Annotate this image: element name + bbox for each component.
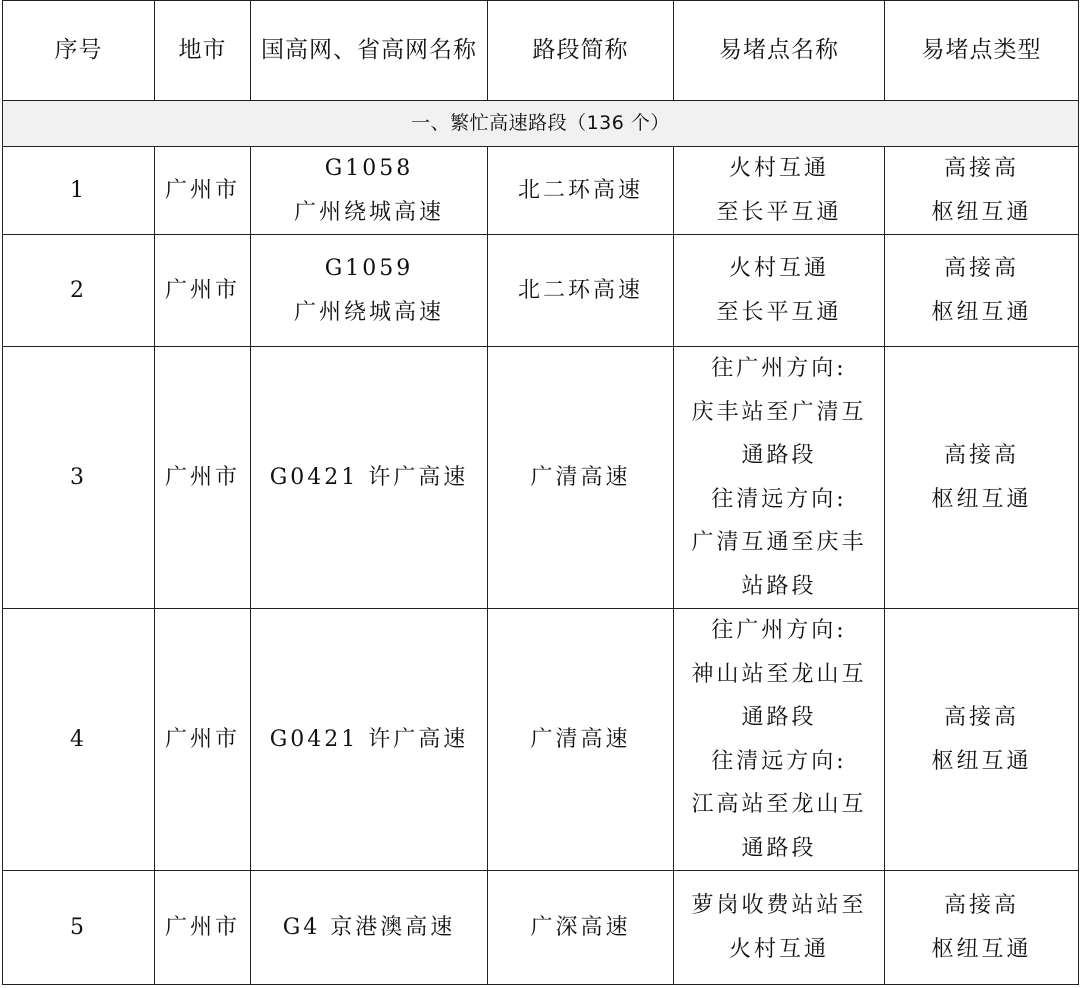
cell-city: 广州市	[155, 871, 251, 985]
point-line: 广清互通至庆丰	[691, 530, 867, 555]
cell-congestion-point-name	[674, 609, 885, 871]
cell-road-short-name: 广清高速	[488, 609, 674, 871]
cell-serial-number: 3	[3, 347, 155, 609]
header-congestion-point-name: 易堵点名称	[674, 1, 885, 101]
cell-city: 广州市	[155, 609, 251, 871]
cell-highway-name	[251, 147, 488, 235]
table-row	[3, 871, 1079, 985]
header-serial-number: 序号	[3, 1, 155, 101]
point-line: 至长平互通	[716, 299, 842, 325]
cell-city: 广州市	[155, 147, 251, 235]
cell-congestion-point-name	[674, 347, 885, 609]
highway-title: 广州绕城高速	[293, 199, 444, 225]
cell-congestion-point-name	[674, 871, 885, 985]
header-city: 地市	[155, 1, 251, 101]
point-line: 往清远方向:	[711, 748, 847, 774]
point-line: 庆丰站至广清互	[691, 399, 867, 425]
type-line: 高接高	[943, 156, 1019, 181]
cell-congestion-point-name	[674, 235, 885, 347]
type-line: 枢纽互通	[931, 299, 1032, 325]
cell-road-short-name: 北二环高速	[488, 235, 674, 347]
cell-road-short-name: 广深高速	[488, 871, 674, 985]
cell-serial-number: 2	[3, 235, 155, 347]
cell-road-short-name: 北二环高速	[488, 147, 674, 235]
point-line: 江高站至龙山互	[691, 792, 867, 817]
table-row	[3, 347, 1079, 609]
cell-serial-number: 5	[3, 871, 155, 985]
point-line: 往清远方向:	[711, 486, 847, 512]
cell-serial-number: 1	[3, 147, 155, 235]
table-row	[3, 609, 1079, 871]
point-line: 火村互通	[728, 156, 829, 181]
highway-title: G0421 许广高速	[269, 464, 469, 490]
highway-code: G1059	[324, 256, 414, 281]
congestion-points-table	[2, 0, 1079, 985]
point-line: 火村互通	[728, 936, 829, 962]
table-header-row	[3, 1, 1079, 101]
table-row	[3, 235, 1079, 347]
point-line: 火村互通	[728, 256, 829, 281]
cell-congestion-point-name	[674, 147, 885, 235]
cell-serial-number: 4	[3, 609, 155, 871]
cell-congestion-point-type	[885, 147, 1079, 235]
type-line: 高接高	[943, 705, 1019, 730]
header-road-short-name: 路段简称	[488, 1, 674, 101]
point-line: 往广州方向:	[711, 618, 847, 643]
cell-congestion-point-type	[885, 235, 1079, 347]
type-line: 枢纽互通	[931, 199, 1032, 225]
cell-city: 广州市	[155, 347, 251, 609]
point-line: 至长平互通	[716, 199, 842, 225]
table-row	[3, 147, 1079, 235]
highway-title: 广州绕城高速	[293, 299, 444, 325]
point-line: 往广州方向:	[711, 356, 847, 381]
cell-congestion-point-type	[885, 871, 1079, 985]
type-line: 枢纽互通	[931, 936, 1032, 962]
point-line: 神山站至龙山互	[691, 661, 867, 687]
point-line: 萝岗收费站站至	[691, 893, 867, 918]
cell-highway-name	[251, 235, 488, 347]
cell-congestion-point-type	[885, 347, 1079, 609]
section-row	[3, 101, 1079, 147]
type-line: 高接高	[943, 893, 1019, 918]
cell-city: 广州市	[155, 235, 251, 347]
point-line: 通路段	[741, 705, 817, 730]
header-congestion-point-type: 易堵点类型	[885, 1, 1079, 101]
highway-code: G1058	[324, 156, 414, 181]
section-title: 一、繁忙高速路段（136 个）	[3, 101, 1079, 147]
cell-highway-name	[251, 347, 488, 609]
type-line: 枢纽互通	[931, 486, 1032, 512]
point-line: 通路段	[741, 835, 817, 861]
cell-congestion-point-type	[885, 609, 1079, 871]
type-line: 高接高	[943, 443, 1019, 468]
highway-title: G0421 许广高速	[269, 726, 469, 752]
point-line: 通路段	[741, 443, 817, 468]
type-line: 高接高	[943, 256, 1019, 281]
point-line: 站路段	[741, 573, 817, 599]
cell-highway-name	[251, 609, 488, 871]
cell-highway-name	[251, 871, 488, 985]
header-highway-name: 国高网、省高网名称	[251, 1, 488, 101]
cell-road-short-name: 广清高速	[488, 347, 674, 609]
type-line: 枢纽互通	[931, 748, 1032, 774]
highway-title: G4 京港澳高速	[282, 914, 456, 940]
